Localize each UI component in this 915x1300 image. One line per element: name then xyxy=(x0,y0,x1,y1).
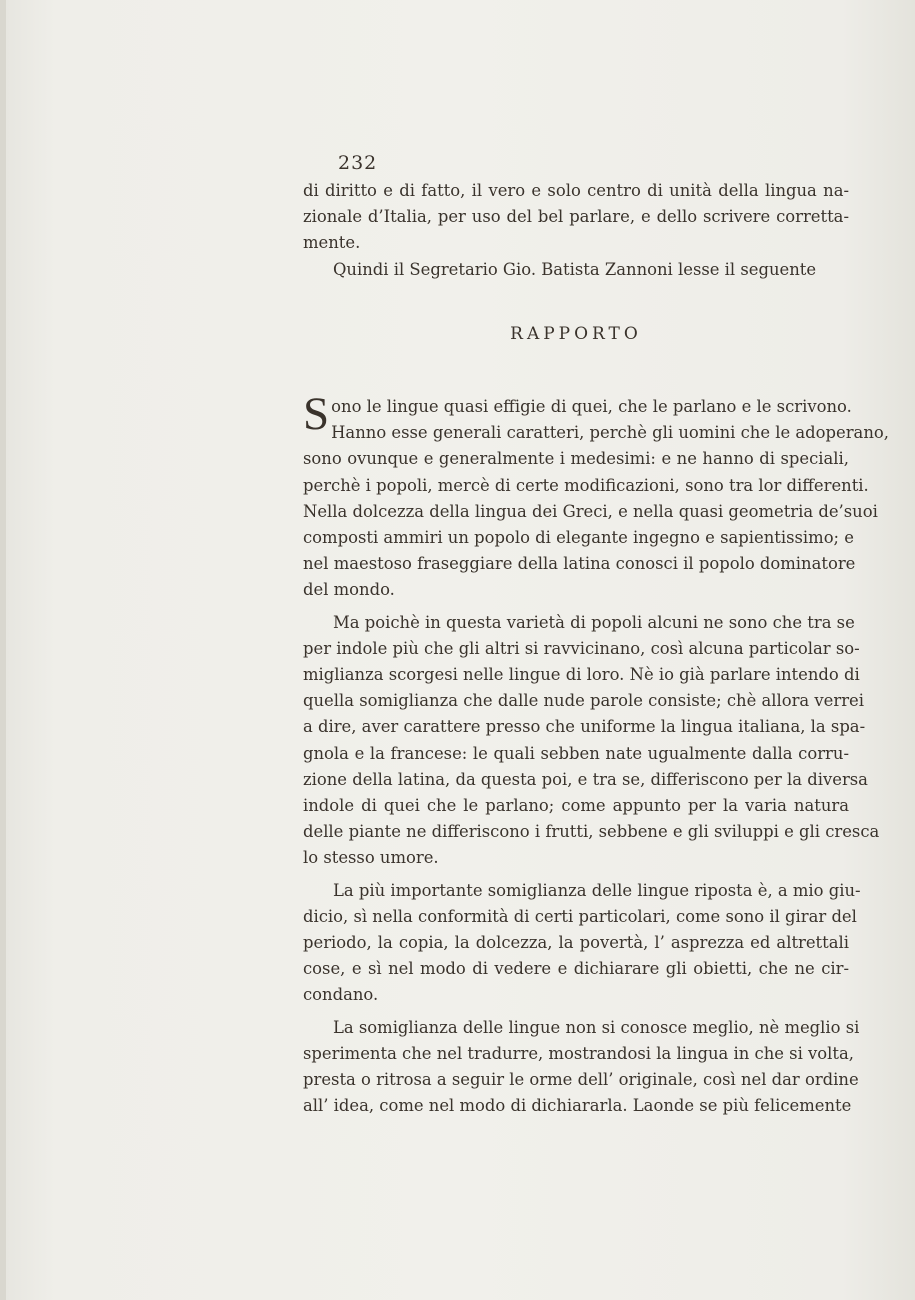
text-line: a dire, aver carattere presso che uniforme la lingua italiana, la spa- xyxy=(303,717,866,737)
text-line: perchè i popoli, mercè di certe modificazioni, sono tra lor differenti. xyxy=(303,475,869,495)
intro-line: zionale d’Italia, per uso del bel parlare, e dello scrivere corretta- xyxy=(303,207,849,227)
report-body xyxy=(303,388,889,1125)
text-line: all’ idea, come nel modo di dichiararla. Laonde se più felicemente xyxy=(303,1096,852,1116)
page-edge xyxy=(0,0,6,1300)
intro-text xyxy=(303,178,849,283)
text-line: dicio, sì nella conformità di certi particolari, come sono il girar del xyxy=(303,906,857,926)
text-line: indole di quei che le parlano; come appunto per la varia natura xyxy=(303,796,849,816)
text-line: sperimenta che nel tradurre, mostrandosi la lingua in che si volta, xyxy=(303,1043,854,1063)
paragraph xyxy=(303,610,880,872)
intro-line: mente. xyxy=(303,233,361,253)
text-line: Nella dolcezza della lingua dei Greci, e nella quasi geometria de’suoi xyxy=(303,501,878,521)
drop-cap: S xyxy=(303,388,330,440)
text-line: nel maestoso fraseggiare della latina conosci il popolo dominatore xyxy=(303,554,856,574)
text-line: per indole più che gli altri si ravvicinano, così alcuna particolar so- xyxy=(303,638,860,658)
text-line: composti ammiri un popolo di elegante ingegno e sapientissimo; e xyxy=(303,528,854,548)
section-heading: RAPPORTO xyxy=(510,324,642,344)
text-line: miglianza scorgesi nelle lingue di loro. Nè io già parlare intendo di xyxy=(303,665,860,685)
text-line: gnola e la francese: le quali sebben nate ugualmente dalla corru- xyxy=(303,743,849,763)
text-line: lo stesso umore. xyxy=(303,848,439,868)
text-line: Ma poichè in questa varietà di popoli alcuni ne sono che tra se xyxy=(333,612,855,632)
text-line: La somiglianza delle lingue non si conosce meglio, nè meglio si xyxy=(333,1017,860,1037)
text-line: quella somiglianza che dalle nude parole consiste; chè allora verrei xyxy=(303,691,864,711)
paragraph xyxy=(303,878,861,1009)
page-number: 232 xyxy=(338,152,378,174)
text-line: delle piante ne differiscono i frutti, sebbene e gli sviluppi e gli cresca xyxy=(303,822,880,842)
text-line: sono ovunque e generalmente i medesimi: e ne hanno di speciali, xyxy=(303,449,849,469)
text-line: condano. xyxy=(303,985,379,1005)
intro-line: di diritto e di fatto, il vero e solo centro di unità della lingua na- xyxy=(303,181,849,200)
paragraph xyxy=(303,1015,860,1120)
text-line: cose, e sì nel modo di vedere e dichiarare gli obietti, che ne cir- xyxy=(303,959,849,979)
text-line: presta o ritrosa a seguir le orme dell’ originale, così nel dar ordine xyxy=(303,1070,859,1090)
intro-line: Quindi il Segretario Gio. Batista Zannoni lesse il seguente xyxy=(333,259,817,279)
text-line: ono le lingue quasi effigie di quei, che le parlano e le scrivono. xyxy=(331,397,852,416)
text-line: periodo, la copia, la dolcezza, la povertà, l’ asprezza ed altrettali xyxy=(303,933,849,953)
text-line: del mondo. xyxy=(303,580,395,600)
text-line: Hanno esse generali caratteri, perchè gli uomini che le adoperano, xyxy=(331,423,889,443)
text-line: zione della latina, da questa poi, e tra se, differiscono per la diversa xyxy=(303,769,868,789)
paragraph xyxy=(303,388,889,604)
text-line: La più importante somiglianza delle lingue riposta è, a mio giu- xyxy=(333,880,861,900)
